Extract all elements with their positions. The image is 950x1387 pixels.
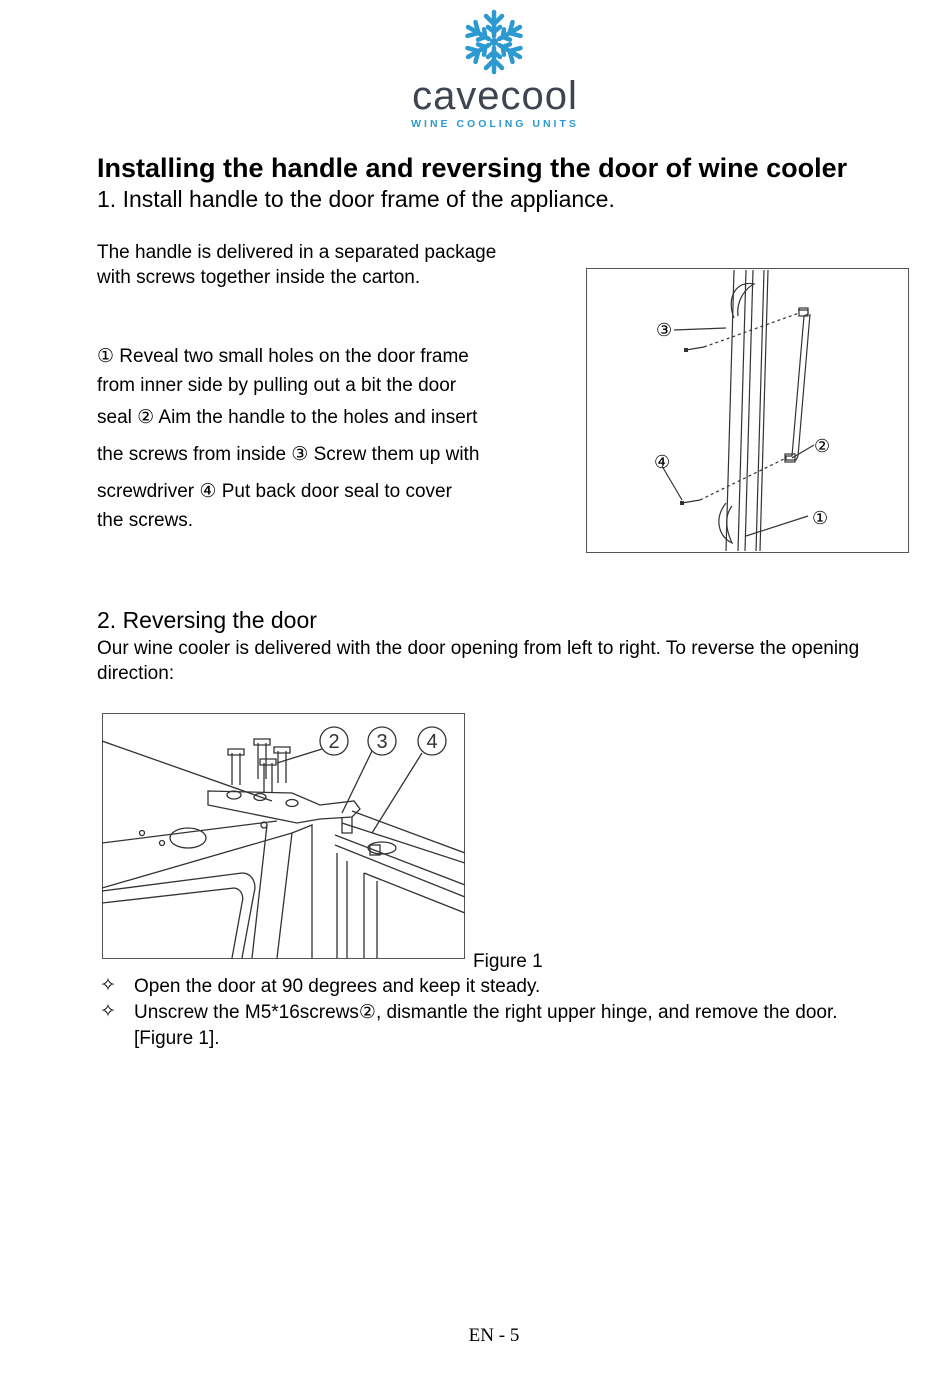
snowflake-icon <box>458 6 530 78</box>
callout-3: ③ <box>656 320 673 340</box>
figure-caption: Figure 1 <box>473 951 543 972</box>
page-title: Installing the handle and reversing the door of wine cooler <box>97 153 848 183</box>
callout-4: 4 <box>426 731 438 753</box>
section1-intro: The handle is delivered in a separated package with screws together inside the carton. <box>97 242 497 288</box>
callout-2: 2 <box>328 731 340 753</box>
instruction-line: seal ② Aim the handle to the holes and insert <box>97 407 478 428</box>
section2-heading: 2. Reversing the door <box>97 607 317 633</box>
brand-name: cavecool <box>412 74 578 118</box>
handle-installation-figure <box>586 268 909 553</box>
instruction-line: the screws from inside ③ Screw them up with <box>97 444 480 465</box>
section2-intro: Our wine cooler is delivered with the door opening from left to right. To reverse the opening direction: <box>97 638 860 684</box>
instruction-line: ① Reveal two small holes on the door frame <box>97 346 469 367</box>
brand-tagline: WINE COOLING UNITS <box>411 118 579 130</box>
bullet-item: Open the door at 90 degrees and keep it steady. <box>134 976 541 997</box>
bullet-item: Unscrew the M5*16screws②, dismantle the right upper hinge, and remove the door. [Figure 1]. <box>134 1002 838 1049</box>
callout-3: 3 <box>376 731 388 753</box>
bullet-icon: ✧ <box>100 1001 116 1022</box>
section1-heading: 1. Install handle to the door frame of the appliance. <box>97 186 615 212</box>
bullet-icon: ✧ <box>100 975 116 996</box>
callout-4: ④ <box>654 452 671 472</box>
callout-2: ② <box>814 436 831 456</box>
callout-1: ① <box>812 508 829 528</box>
page-number: EN - 5 <box>468 1325 520 1346</box>
instruction-line: the screws. <box>97 510 194 531</box>
instruction-line: screwdriver ④ Put back door seal to cover <box>97 481 452 502</box>
instruction-line: from inner side by pulling out a bit the door <box>97 375 457 396</box>
hinge-figure <box>102 713 465 959</box>
